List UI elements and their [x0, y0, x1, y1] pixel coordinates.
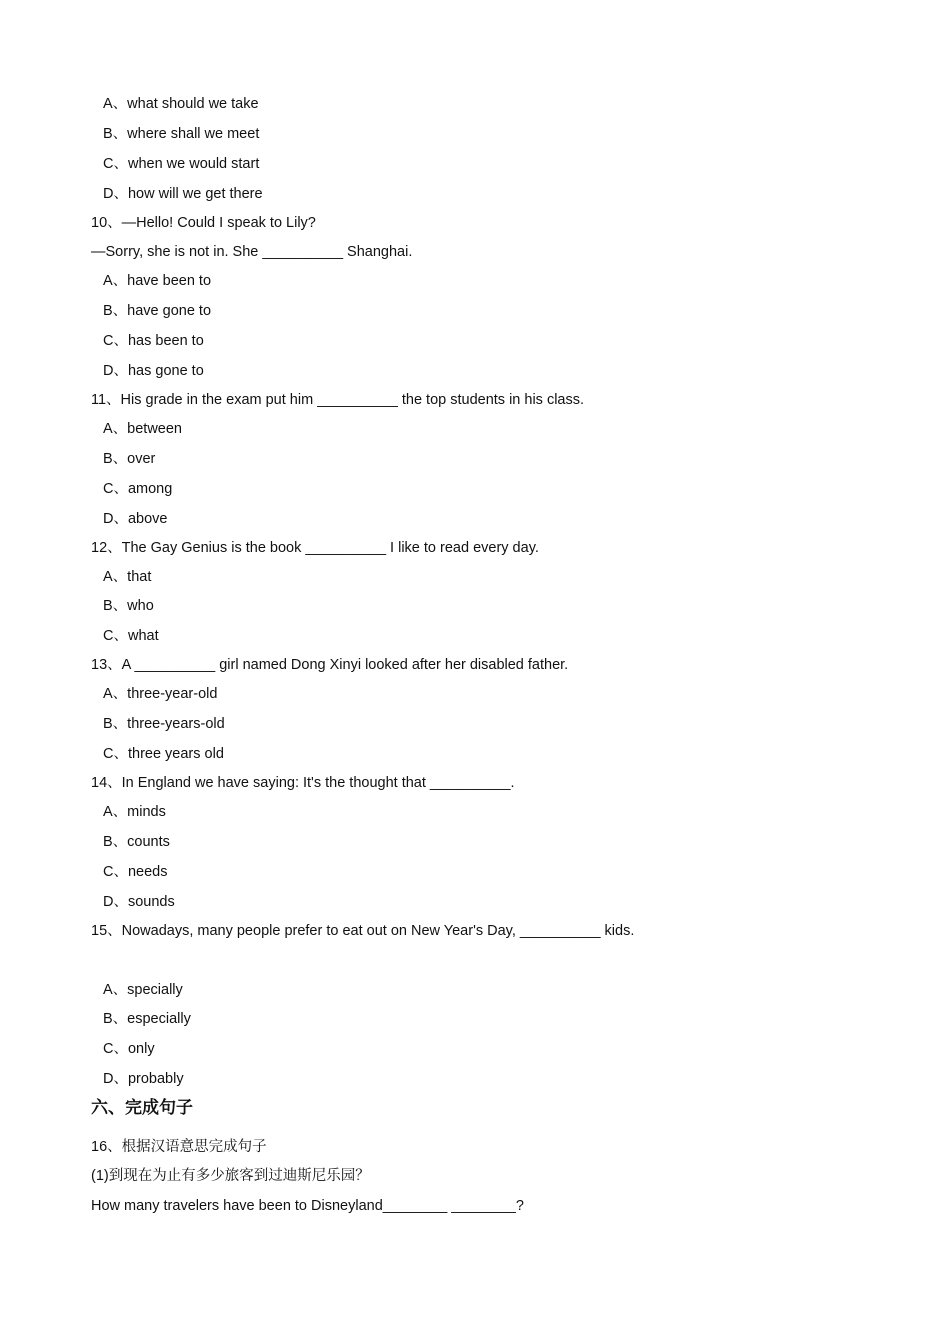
q13-option-c: C、three years old: [103, 746, 224, 762]
q10-option-d: D、has gone to: [103, 363, 204, 379]
q9-option-b: B、where shall we meet: [103, 126, 260, 142]
q13-option-a: A、three-year-old: [103, 686, 218, 702]
q11-option-a: A、between: [103, 421, 182, 437]
q11-option-b: B、over: [103, 451, 156, 467]
q10-option-c: C、has been to: [103, 333, 204, 349]
q10-stem: 10、—Hello! Could I speak to Lily?: [91, 215, 316, 231]
q10-option-a: A、have been to: [103, 273, 212, 289]
q14-stem: 14、In England we have saying: It's the thought that __________.: [91, 775, 515, 791]
q13-option-b: B、three-years-old: [103, 716, 225, 732]
q15-option-a: A、specially: [103, 982, 183, 998]
q14-option-b: B、counts: [103, 834, 170, 850]
q12-option-c: C、what: [103, 628, 159, 644]
q12-stem: 12、The Gay Genius is the book __________ I like to read every day.: [91, 540, 539, 556]
q15-option-d: D、probably: [103, 1071, 184, 1087]
q14-option-c: C、needs: [103, 864, 168, 880]
q9-option-a: A、what should we take: [103, 96, 259, 112]
q10-option-b: B、have gone to: [103, 303, 212, 319]
q16-subquestion-1: (1)到现在为止有多少旅客到过迪斯尼乐园？: [91, 1168, 370, 1184]
q9-option-c: C、when we would start: [103, 156, 260, 172]
q10-stem-reply: —Sorry, she is not in. She __________ Shanghai.: [91, 244, 413, 260]
q15-stem: 15、Nowadays, many people prefer to eat out on New Year's Day, __________ kids.: [91, 923, 635, 939]
q16-stem: 16、根据汉语意思完成句子: [91, 1139, 267, 1155]
q11-option-d: D、above: [103, 511, 168, 527]
q11-option-c: C、among: [103, 481, 173, 497]
q15-option-b: B、especially: [103, 1011, 191, 1027]
section-heading: 六、完成句子: [91, 1098, 193, 1117]
q12-option-b: B、who: [103, 598, 154, 614]
q14-option-a: A、minds: [103, 804, 166, 820]
q12-option-a: A、that: [103, 569, 152, 585]
q11-stem: 11、His grade in the exam put him __________ the top students in his class.: [91, 392, 585, 408]
q14-option-d: D、sounds: [103, 894, 175, 910]
q13-stem: 13、A __________ girl named Dong Xinyi looked after her disabled father.: [91, 657, 569, 673]
q9-option-d: D、how will we get there: [103, 186, 263, 202]
q15-option-c: C、only: [103, 1041, 155, 1057]
q16-subquestion-1-english: How many travelers have been to Disneyland________ ________?: [91, 1198, 524, 1214]
